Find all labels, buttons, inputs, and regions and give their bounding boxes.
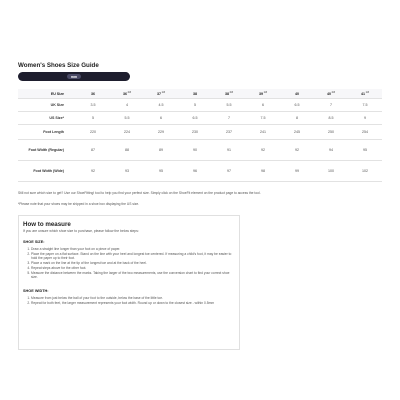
table-cell: 99 — [280, 161, 314, 182]
row-label: Foot Length — [18, 125, 76, 140]
eu-size-cell: 38 $^{2/3}$ — [212, 89, 246, 99]
eu-size-cell: 39 $^{1/3}$ — [246, 89, 280, 99]
table-cell: 87 — [76, 140, 110, 161]
table-cell: 254 — [348, 125, 382, 140]
fit-tool-note: Still not sure which size to get? Use our ShoeFitting! tool to help you find your perfect size. Simply click on the ShoeFit element on the product page to access the tool. — [18, 191, 261, 195]
table-cell: 95 — [144, 161, 178, 182]
eu-size-cell: 41 $^{1/3}$ — [348, 89, 382, 99]
shoe-size-steps — [23, 247, 235, 280]
table-row — [18, 99, 382, 112]
page-title: Women's Shoes Size Guide — [18, 62, 99, 69]
table-row — [18, 125, 382, 140]
how-to-measure-box — [18, 215, 240, 350]
table-cell: 91 — [212, 140, 246, 161]
table-cell: 9 — [348, 112, 382, 125]
table-cell: 6.5 — [280, 99, 314, 112]
table-cell: 89 — [144, 140, 178, 161]
table-cell: 8.5 — [314, 112, 348, 125]
table-cell: 7 — [314, 99, 348, 112]
table-cell: 5 — [178, 99, 212, 112]
row-label: EU Size — [18, 89, 76, 99]
us-size-note: *Please note that your shoes may be shipped in a shoe box displaying the US size. — [18, 202, 140, 206]
unit-option-mm[interactable]: mm — [67, 74, 81, 80]
table-cell: 6 — [246, 99, 280, 112]
table-cell: 7.5 — [246, 112, 280, 125]
shoe-width-step: 2. Repeat for both feet, the larger measurement represents your foot width. Round up or down to the closest size - within 0.5mm — [31, 301, 235, 306]
shoe-size-step: 2. Place the paper on a flat surface. Stand on the line with your heel and longest toe centered. If measuring a child's foot, it may be easier to hold the paper up to their foot. — [31, 252, 235, 261]
shoe-width-steps — [23, 296, 235, 305]
table-cell: 6.5 — [178, 112, 212, 125]
shoe-width-step: 1. Measure from just below the ball of your foot to the outside, below the base of the little toe. — [31, 296, 235, 301]
table-cell: 237 — [212, 125, 246, 140]
eu-size-cell: 38 — [178, 89, 212, 99]
table-cell: 5 — [76, 112, 110, 125]
shoe-size-step: 4. Repeat steps above for the other foot. — [31, 266, 235, 271]
table-cell: 224 — [110, 125, 144, 140]
table-cell: 94 — [314, 140, 348, 161]
table-cell: 92 — [246, 140, 280, 161]
eu-size-cell: 36 $^{2/3}$ — [110, 89, 144, 99]
table-cell: 241 — [246, 125, 280, 140]
shoe-size-step: 3. Place a mark on the line at the tip of the longest toe and at the back of the heel. — [31, 261, 235, 266]
row-label: Foot Width (Regular) — [18, 140, 76, 161]
table-row — [18, 140, 382, 161]
table-cell: 95 — [348, 140, 382, 161]
table-cell: 102 — [348, 161, 382, 182]
table-cell: 93 — [110, 161, 144, 182]
table-cell: 90 — [178, 140, 212, 161]
table-cell: 100 — [314, 161, 348, 182]
table-cell: 88 — [110, 140, 144, 161]
size-table — [18, 89, 382, 182]
table-cell: 229 — [144, 125, 178, 140]
shoe-size-step: 5. Measure the distance between the marks. Taking the larger of the two measurements, use the conversion chart to find your correct shoe size. — [31, 271, 235, 280]
unit-toggle[interactable] — [18, 72, 130, 81]
eu-size-cell: 40 $^{2/3}$ — [314, 89, 348, 99]
eu-size-cell: 37 $^{1/3}$ — [144, 89, 178, 99]
table-cell: 92 — [76, 161, 110, 182]
row-label: Foot Width (Wide) — [18, 161, 76, 182]
measure-title: How to measure — [23, 221, 71, 228]
table-cell: 92 — [280, 140, 314, 161]
table-cell: 250 — [314, 125, 348, 140]
table-cell: 8 — [280, 112, 314, 125]
eu-size-cell: 40 — [280, 89, 314, 99]
table-cell: 4.5 — [144, 99, 178, 112]
table-row — [18, 112, 382, 125]
eu-size-cell: 36 — [76, 89, 110, 99]
table-cell: 7.5 — [348, 99, 382, 112]
table-cell: 97 — [212, 161, 246, 182]
table-header-row — [18, 89, 382, 99]
shoe-size-step: 1. Draw a straight line longer than your foot on a piece of paper. — [31, 247, 235, 252]
table-cell: 3.5 — [76, 99, 110, 112]
table-cell: 98 — [246, 161, 280, 182]
table-cell: 220 — [76, 125, 110, 140]
table-cell: 5.5 — [212, 99, 246, 112]
measure-subtitle: If you are unsure which shoe size to purchase, please follow the below steps: — [23, 229, 139, 233]
table-cell: 5.5 — [110, 112, 144, 125]
row-label: US Size* — [18, 112, 76, 125]
table-cell: 4 — [110, 99, 144, 112]
size-guide — [18, 62, 382, 350]
shoe-width-heading: SHOE WIDTH: — [23, 288, 49, 293]
table-cell: 7 — [212, 112, 246, 125]
table-cell: 230 — [178, 125, 212, 140]
table-cell: 6 — [144, 112, 178, 125]
table-cell: 245 — [280, 125, 314, 140]
shoe-size-heading: SHOE SIZE: — [23, 240, 45, 244]
row-label: UK Size — [18, 99, 76, 112]
table-row — [18, 161, 382, 182]
table-cell: 96 — [178, 161, 212, 182]
